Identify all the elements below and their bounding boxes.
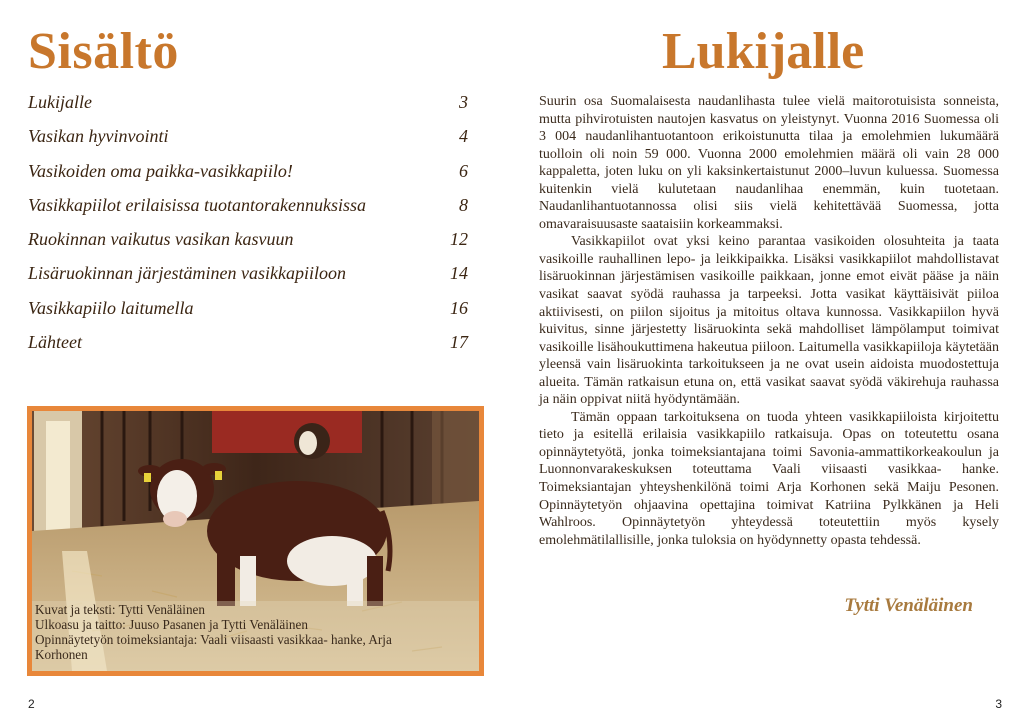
toc-item-label: Lähteet xyxy=(28,332,82,353)
toc-item-page: 3 xyxy=(459,92,468,112)
toc-item[interactable] xyxy=(28,263,468,297)
toc-item-page: 8 xyxy=(459,194,468,215)
body-text xyxy=(539,93,999,549)
credit-line: Opinnäytetyön toimeksiantaja: Vaali viisaasti vasikkaa- hanke, Arja xyxy=(35,632,392,647)
credit-line: Korhonen xyxy=(35,647,88,662)
left-page xyxy=(0,0,510,726)
page-title: Lukijalle xyxy=(662,23,865,80)
toc-item[interactable] xyxy=(28,298,468,332)
table-of-contents xyxy=(28,92,468,366)
toc-item-page: 16 xyxy=(450,297,468,318)
toc-item-label: Vasikkapiilo laitumella xyxy=(28,297,194,318)
toc-title: Sisältö xyxy=(28,23,179,80)
credit-line: Ulkoasu ja taitto: Juuso Pasanen ja Tytti Venäläinen xyxy=(35,617,308,632)
toc-item[interactable] xyxy=(28,126,468,160)
photo-credits xyxy=(35,602,475,662)
paragraph: Tämän oppaan tarkoituksena on tuoda yhteen vasikkapiiloista kirjoitettu tieto ja esitellä erilaisia vasikkapiilo ratkaisuja. Opas on toteutettu osana opinnäytetyötä, jonka toimeksiantajana toimi Savonia-ammattikorkeakoulun ja Luonnonvarakeskuksen toteuttama Vaali viisaasti vasikkaa- hanke. Toimeksiantajan yhteyshenkilönä toimi Arja Korhonen sekä Maiju Pesonen. Opinnäytetyön ohjaavina opettajina toimivat Katriina Pylkkänen ja Heli Wahlroos. Opinnäytetyön yhteydessä toteutettiin myös kysely emolehmätilallisille, jonka tuloksia on hyödynnetty opasta tehdessä. xyxy=(539,409,999,548)
toc-item-label: Lisäruokinnan järjestäminen vasikkapiiloon xyxy=(28,263,346,284)
toc-item-page: 6 xyxy=(459,160,468,181)
credit-line: Kuvat ja teksti: Tytti Venäläinen xyxy=(35,602,205,617)
toc-item[interactable] xyxy=(28,332,468,366)
page-number-left: 2 xyxy=(28,697,35,711)
paragraph: Vasikkapiilot ovat yksi keino parantaa vasikoiden olosuhteita ja taata vasikoille rauhallinen lepo- ja leikkipaikka. Lisäksi vasikkapiilot mahdollistavat lisäruokinnan järjestämisen vasikoille paikkaan, jonne emot eivät pääse ja näin vasikat saavat syödä rauhassa ja tarpeeksi. Jotta vasikat käyttäisivät piiloa aktiivisesti, on piilon sijoitus ja mitoitus oltava kunnossa. Vasikkapiilon hyvä kuivitus, sinne järjestetty lisäruokinta sekä mahdolliset lämpölamput toimivat vasikoille lisähoukuttimena hakeutua piiloon. Laitumella vasikkapiiloja käytetään yleensä vain lisäruokinta tarkoitukseen ja ne ovat usein aidoista muodostettuja alueita. Tämän ratkaisun etuna on, että vasikat saavat syödä väkirehuja rauhassa ja näin oppivat niitä hyödyntämään. xyxy=(539,234,999,408)
toc-item[interactable] xyxy=(28,195,468,229)
author-signature: Tytti Venäläinen xyxy=(844,595,973,616)
toc-item-label: Vasikan hyvinvointi xyxy=(28,126,169,147)
toc-item-label: Vasikoiden oma paikka-vasikkapiilo! xyxy=(28,160,293,181)
toc-item-page: 14 xyxy=(450,263,468,284)
page-number-right: 3 xyxy=(995,697,1002,711)
toc-item-label: Ruokinnan vaikutus vasikan kasvuun xyxy=(28,229,294,250)
toc-item[interactable] xyxy=(28,229,468,263)
toc-item[interactable] xyxy=(28,161,468,195)
toc-item-page: 17 xyxy=(450,332,468,353)
toc-item[interactable] xyxy=(28,92,468,126)
paragraph: Suurin osa Suomalaisesta naudanlihasta tulee vielä maitorotuisista sonneista, mutta pihvirotuisten nautojen kasvatus on yleistynyt. Vuonna 2016 Suomessa oli 3 004 naudanlihantuotantoon erikoistunutta tilaa ja emolehmien lukumäärä tuolloin oli noin 59 000. Vuonna 2000 emolehmien määrä oli vain 28 000 kappaletta, joten luku on yli kaksinkertaistunut 2000–luvun kuluessa. Suomessa kuitenkin vielä kulutetaan naudanlihaa enemmän, kuin tuotetaan. Naudanlihantuotannossa olisi siis vielä kehitettävää Suomessa, jotta omavaraisuusaste saataisiin korkeammaksi. xyxy=(539,94,999,232)
toc-item-label: Vasikkapiilot erilaisissa tuotantorakennuksissa xyxy=(28,194,366,215)
toc-item-page: 4 xyxy=(459,126,468,147)
toc-item-label: Lukijalle xyxy=(28,92,92,112)
right-page xyxy=(512,0,1024,726)
toc-item-page: 12 xyxy=(450,229,468,250)
